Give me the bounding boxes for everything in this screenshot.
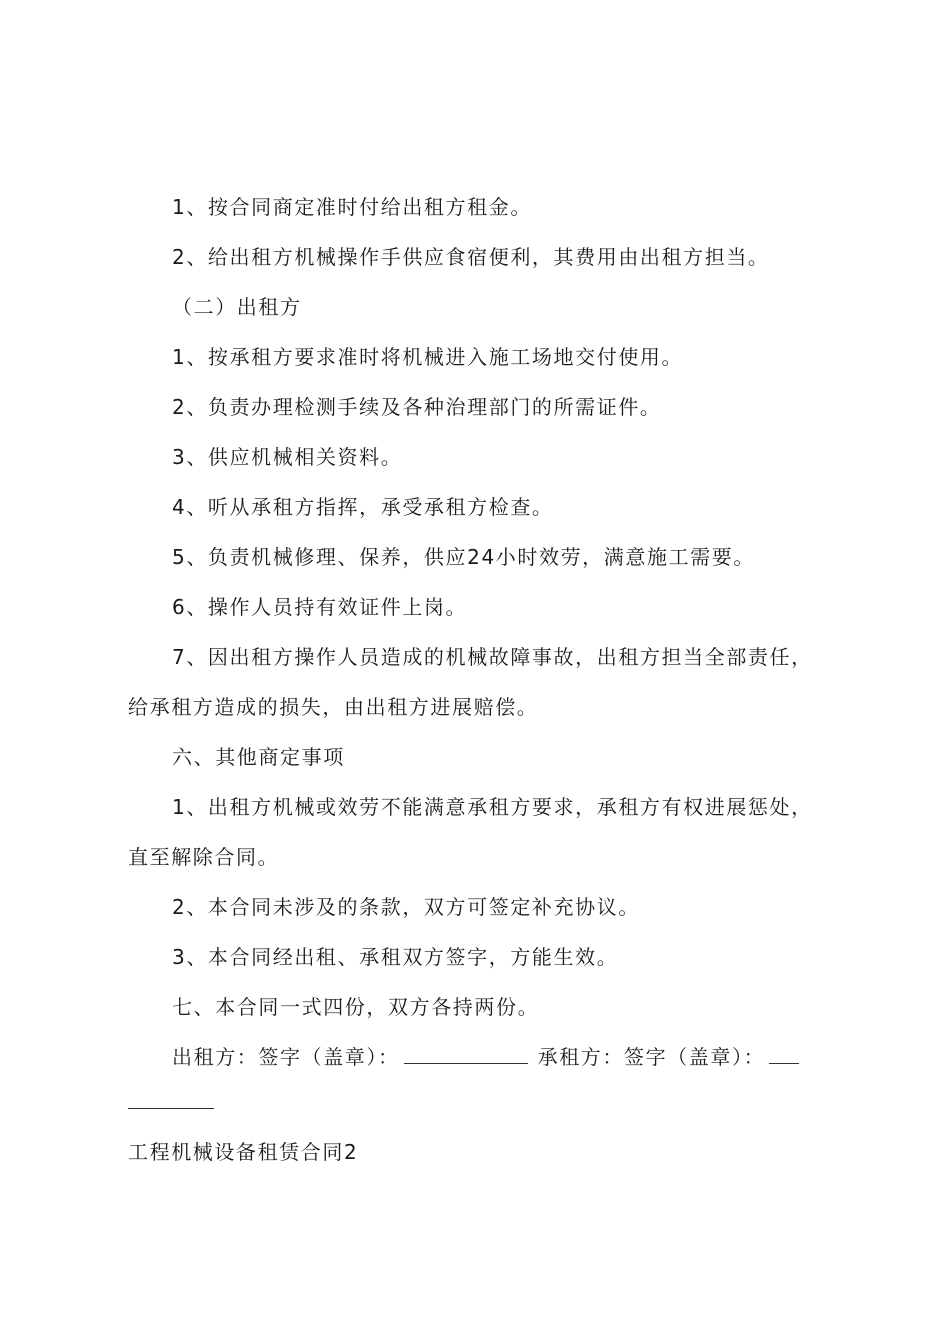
paragraph-other-2: 2、本合同未涉及的条款，双方可签定补充协议。 — [172, 895, 640, 919]
section-heading-other: 六、其他商定事项 — [172, 745, 345, 769]
paragraph-other-1-cont: 直至解除合同。 — [128, 845, 280, 869]
paragraph-lessor-duty-3: 3、供应机械相关资料。 — [172, 445, 403, 469]
paragraph-lessor-duty-7: 7、因出租方操作人员造成的机械故障事故，出租方担当全部责任， — [172, 645, 813, 669]
lessee-signature-line-cont[interactable] — [128, 1108, 214, 1109]
lessor-signature-label: 出租方：签字（盖章）： — [172, 1045, 400, 1069]
paragraph-other-3: 3、本合同经出租、承租双方签字，方能生效。 — [172, 945, 619, 969]
next-contract-title: 工程机械设备租赁合同2 — [128, 1140, 359, 1164]
signature-row — [172, 1043, 832, 1071]
paragraph-lessor-duty-7-cont: 给承租方造成的损失，由出租方进展赔偿。 — [128, 695, 539, 719]
lessor-signature-line[interactable] — [404, 1043, 528, 1064]
paragraph-lessor-duty-6: 6、操作人员持有效证件上岗。 — [172, 595, 468, 619]
section-heading-lessor: （二）出租方 — [172, 295, 302, 319]
paragraph-lessor-duty-1: 1、按承租方要求准时将机械进入施工场地交付使用。 — [172, 345, 684, 369]
lessee-signature-line[interactable] — [769, 1043, 799, 1064]
paragraph-other-1: 1、出租方机械或效劳不能满意承租方要求，承租方有权进展惩处， — [172, 795, 813, 819]
paragraph-lessor-duty-5: 5、负责机械修理、保养，供应24小时效劳，满意施工需要。 — [172, 545, 755, 569]
lessee-signature-label: 承租方：签字（盖章）： — [537, 1045, 766, 1069]
paragraph-lessor-duty-2: 2、负责办理检测手续及各种治理部门的所需证件。 — [172, 395, 662, 419]
section-heading-copies: 七、本合同一式四份，双方各持两份。 — [172, 995, 540, 1019]
paragraph-lessor-duty-4: 4、听从承租方指挥，承受承租方检查。 — [172, 495, 554, 519]
paragraph-lessee-duty-2: 2、给出租方机械操作手供应食宿便利，其费用由出租方担当。 — [172, 245, 770, 269]
paragraph-lessee-duty-1: 1、按合同商定准时付给出租方租金。 — [172, 195, 532, 219]
